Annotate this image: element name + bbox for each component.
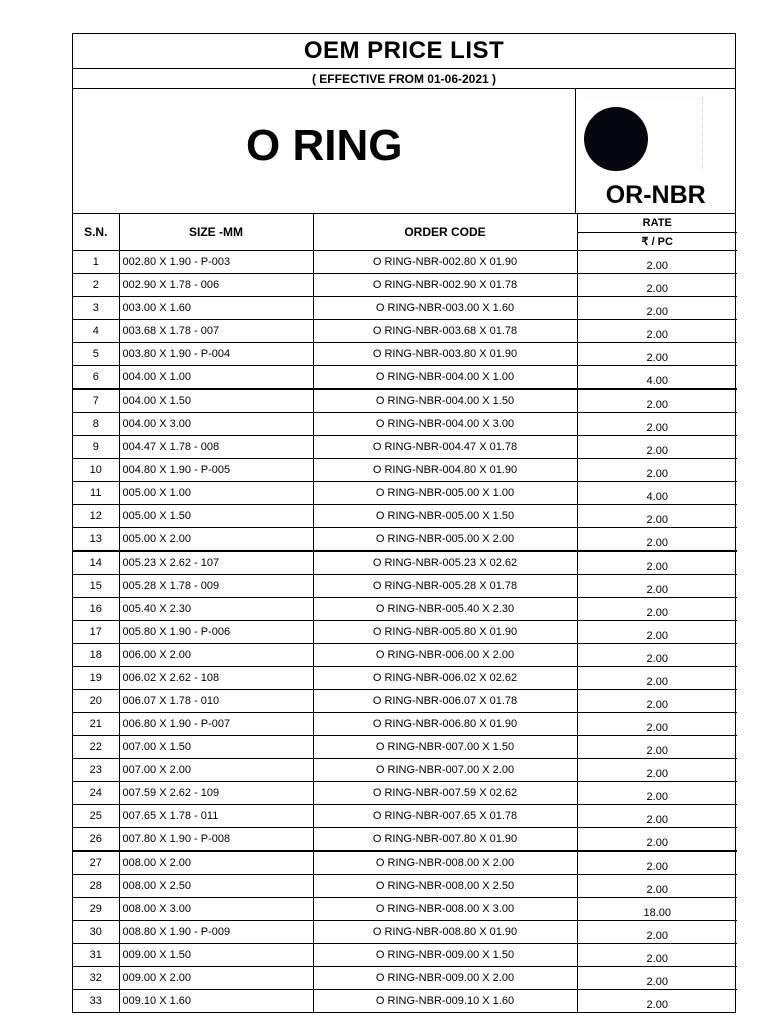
effective-date-row <box>73 69 735 89</box>
row-sn: 2 <box>73 273 119 296</box>
table-row <box>73 527 737 551</box>
row-size: 008.00 X 2.50 <box>119 874 313 897</box>
row-rate: 2.00 <box>577 827 737 851</box>
table-row <box>73 735 737 758</box>
table-row <box>73 389 737 413</box>
row-sn: 25 <box>73 804 119 827</box>
row-sn: 21 <box>73 712 119 735</box>
row-sn: 24 <box>73 781 119 804</box>
row-size: 005.00 X 2.00 <box>119 527 313 551</box>
row-order-code: O RING-NBR-005.00 X 2.00 <box>313 527 577 551</box>
row-rate: 2.00 <box>577 620 737 643</box>
row-sn: 12 <box>73 504 119 527</box>
row-order-code: O RING-NBR-005.00 X 1.00 <box>313 481 577 504</box>
row-size: 009.00 X 2.00 <box>119 966 313 989</box>
row-order-code: O RING-NBR-007.59 X 02.62 <box>313 781 577 804</box>
row-rate: 2.00 <box>577 943 737 966</box>
table-row <box>73 574 737 597</box>
row-order-code: O RING-NBR-005.00 X 1.50 <box>313 504 577 527</box>
row-size: 005.00 X 1.00 <box>119 481 313 504</box>
table-row <box>73 620 737 643</box>
row-rate: 2.00 <box>577 735 737 758</box>
row-order-code: O RING-NBR-003.00 X 1.60 <box>313 296 577 319</box>
table-row <box>73 943 737 966</box>
row-order-code: O RING-NBR-003.80 X 01.90 <box>313 342 577 365</box>
row-size: 003.68 X 1.78 - 007 <box>119 319 313 342</box>
row-rate: 2.00 <box>577 504 737 527</box>
table-row <box>73 758 737 781</box>
row-rate: 2.00 <box>577 781 737 804</box>
row-sn: 1 <box>73 250 119 273</box>
row-sn: 9 <box>73 435 119 458</box>
row-order-code: O RING-NBR-008.80 X 01.90 <box>313 920 577 943</box>
row-order-code: O RING-NBR-007.00 X 1.50 <box>313 735 577 758</box>
row-rate: 2.00 <box>577 712 737 735</box>
row-size: 009.00 X 1.50 <box>119 943 313 966</box>
row-order-code: O RING-NBR-009.00 X 1.50 <box>313 943 577 966</box>
row-sn: 22 <box>73 735 119 758</box>
table-row <box>73 712 737 735</box>
row-order-code: O RING-NBR-009.00 X 2.00 <box>313 966 577 989</box>
row-sn: 28 <box>73 874 119 897</box>
table-row <box>73 504 737 527</box>
table-row <box>73 920 737 943</box>
row-rate: 2.00 <box>577 758 737 781</box>
row-order-code: O RING-NBR-006.07 X 01.78 <box>313 689 577 712</box>
row-sn: 29 <box>73 897 119 920</box>
row-order-code: O RING-NBR-005.80 X 01.90 <box>313 620 577 643</box>
row-rate: 2.00 <box>577 412 737 435</box>
row-size: 007.00 X 2.00 <box>119 758 313 781</box>
row-sn: 16 <box>73 597 119 620</box>
price-list-sheet <box>72 33 736 1013</box>
row-size: 006.07 X 1.78 - 010 <box>119 689 313 712</box>
table-row <box>73 250 737 273</box>
row-sn: 6 <box>73 365 119 389</box>
row-order-code: O RING-NBR-008.00 X 3.00 <box>313 897 577 920</box>
row-rate: 2.00 <box>577 551 737 575</box>
product-image-cell <box>575 89 735 213</box>
effective-date: ( EFFECTIVE FROM 01-06-2021 ) <box>311 71 497 86</box>
row-sn: 14 <box>73 551 119 575</box>
row-rate: 2.00 <box>577 966 737 989</box>
page-title: OEM PRICE LIST <box>303 37 505 64</box>
column-header-rate-unit: ₹ / PC <box>577 232 737 250</box>
table-row <box>73 551 737 575</box>
row-order-code: O RING-NBR-007.80 X 01.90 <box>313 827 577 851</box>
row-sn: 5 <box>73 342 119 365</box>
row-order-code: O RING-NBR-004.80 X 01.90 <box>313 458 577 481</box>
row-sn: 8 <box>73 412 119 435</box>
row-rate: 2.00 <box>577 643 737 666</box>
column-header-order-code: ORDER CODE <box>313 214 577 250</box>
row-rate: 2.00 <box>577 989 737 1012</box>
row-rate: 2.00 <box>577 319 737 342</box>
row-order-code: O RING-NBR-008.00 X 2.50 <box>313 874 577 897</box>
column-header-rate: RATE <box>577 214 737 232</box>
table-row <box>73 643 737 666</box>
row-sn: 33 <box>73 989 119 1012</box>
row-size: 004.80 X 1.90 - P-005 <box>119 458 313 481</box>
row-size: 002.80 X 1.90 - P-003 <box>119 250 313 273</box>
row-size: 007.65 X 1.78 - 011 <box>119 804 313 827</box>
row-sn: 11 <box>73 481 119 504</box>
row-size: 005.40 X 2.30 <box>119 597 313 620</box>
row-rate: 2.00 <box>577 458 737 481</box>
row-size: 004.00 X 1.00 <box>119 365 313 389</box>
table-row <box>73 365 737 389</box>
table-row <box>73 273 737 296</box>
row-sn: 18 <box>73 643 119 666</box>
table-row <box>73 319 737 342</box>
product-name-cell <box>73 89 575 213</box>
row-sn: 15 <box>73 574 119 597</box>
row-size: 003.00 X 1.60 <box>119 296 313 319</box>
row-order-code: O RING-NBR-007.00 X 2.00 <box>313 758 577 781</box>
row-size: 005.23 X 2.62 - 107 <box>119 551 313 575</box>
price-table-body <box>73 250 737 1012</box>
table-row <box>73 481 737 504</box>
table-row <box>73 458 737 481</box>
row-rate: 2.00 <box>577 574 737 597</box>
row-size: 002.90 X 1.78 - 006 <box>119 273 313 296</box>
table-row <box>73 804 737 827</box>
row-order-code: O RING-NBR-006.00 X 2.00 <box>313 643 577 666</box>
row-rate: 2.00 <box>577 250 737 273</box>
row-rate: 2.00 <box>577 804 737 827</box>
table-row <box>73 827 737 851</box>
row-size: 003.80 X 1.90 - P-004 <box>119 342 313 365</box>
row-order-code: O RING-NBR-006.80 X 01.90 <box>313 712 577 735</box>
row-rate: 2.00 <box>577 689 737 712</box>
row-order-code: O RING-NBR-006.02 X 02.62 <box>313 666 577 689</box>
row-sn: 23 <box>73 758 119 781</box>
row-size: 005.28 X 1.78 - 009 <box>119 574 313 597</box>
row-sn: 17 <box>73 620 119 643</box>
row-order-code: O RING-NBR-002.80 X 01.90 <box>313 250 577 273</box>
row-order-code: O RING-NBR-004.00 X 1.50 <box>313 389 577 413</box>
row-size: 008.00 X 2.00 <box>119 851 313 875</box>
row-order-code: O RING-NBR-005.28 X 01.78 <box>313 574 577 597</box>
row-rate: 2.00 <box>577 920 737 943</box>
row-sn: 27 <box>73 851 119 875</box>
row-order-code: O RING-NBR-009.10 X 1.60 <box>313 989 577 1012</box>
row-size: 005.80 X 1.90 - P-006 <box>119 620 313 643</box>
row-rate: 2.00 <box>577 342 737 365</box>
row-rate: 4.00 <box>577 481 737 504</box>
row-sn: 19 <box>73 666 119 689</box>
row-size: 004.00 X 1.50 <box>119 389 313 413</box>
row-rate: 2.00 <box>577 435 737 458</box>
table-row <box>73 781 737 804</box>
row-sn: 4 <box>73 319 119 342</box>
row-size: 007.00 X 1.50 <box>119 735 313 758</box>
row-order-code: O RING-NBR-004.00 X 3.00 <box>313 412 577 435</box>
row-sn: 30 <box>73 920 119 943</box>
row-size: 008.80 X 1.90 - P-009 <box>119 920 313 943</box>
row-size: 007.59 X 2.62 - 109 <box>119 781 313 804</box>
title-row <box>73 34 735 69</box>
row-rate: 2.00 <box>577 389 737 413</box>
row-size: 006.02 X 2.62 - 108 <box>119 666 313 689</box>
row-rate: 2.00 <box>577 273 737 296</box>
table-row <box>73 966 737 989</box>
row-order-code: O RING-NBR-008.00 X 2.00 <box>313 851 577 875</box>
row-sn: 32 <box>73 966 119 989</box>
row-rate: 2.00 <box>577 851 737 875</box>
table-row <box>73 989 737 1012</box>
table-row <box>73 412 737 435</box>
product-banner <box>73 89 735 214</box>
row-size: 009.10 X 1.60 <box>119 989 313 1012</box>
row-rate: 4.00 <box>577 365 737 389</box>
product-name: O RING <box>246 121 403 170</box>
row-order-code: O RING-NBR-004.47 X 01.78 <box>313 435 577 458</box>
table-row <box>73 689 737 712</box>
row-rate: 2.00 <box>577 874 737 897</box>
table-row <box>73 666 737 689</box>
row-sn: 13 <box>73 527 119 551</box>
price-table <box>73 214 737 1012</box>
row-order-code: O RING-NBR-002.90 X 01.78 <box>313 273 577 296</box>
row-size: 006.80 X 1.90 - P-007 <box>119 712 313 735</box>
row-rate: 18.00 <box>577 897 737 920</box>
row-sn: 31 <box>73 943 119 966</box>
row-size: 005.00 X 1.50 <box>119 504 313 527</box>
row-size: 006.00 X 2.00 <box>119 643 313 666</box>
row-order-code: O RING-NBR-005.40 X 2.30 <box>313 597 577 620</box>
row-sn: 20 <box>73 689 119 712</box>
row-rate: 2.00 <box>577 296 737 319</box>
row-sn: 26 <box>73 827 119 851</box>
column-header-sn: S.N. <box>73 214 119 250</box>
column-header-size: SIZE -MM <box>119 214 313 250</box>
row-sn: 10 <box>73 458 119 481</box>
row-size: 004.00 X 3.00 <box>119 412 313 435</box>
table-row <box>73 874 737 897</box>
table-row <box>73 897 737 920</box>
row-size: 007.80 X 1.90 - P-008 <box>119 827 313 851</box>
row-size: 004.47 X 1.78 - 008 <box>119 435 313 458</box>
product-code: OR-NBR <box>605 181 706 209</box>
table-row <box>73 296 737 319</box>
row-order-code: O RING-NBR-003.68 X 01.78 <box>313 319 577 342</box>
row-sn: 7 <box>73 389 119 413</box>
table-row <box>73 597 737 620</box>
row-size: 008.00 X 3.00 <box>119 897 313 920</box>
row-rate: 2.00 <box>577 527 737 551</box>
row-order-code: O RING-NBR-005.23 X 02.62 <box>313 551 577 575</box>
row-order-code: O RING-NBR-004.00 X 1.00 <box>313 365 577 389</box>
row-rate: 2.00 <box>577 666 737 689</box>
table-row <box>73 342 737 365</box>
row-order-code: O RING-NBR-007.65 X 01.78 <box>313 804 577 827</box>
table-row <box>73 851 737 875</box>
row-rate: 2.00 <box>577 597 737 620</box>
table-row <box>73 435 737 458</box>
row-sn: 3 <box>73 296 119 319</box>
